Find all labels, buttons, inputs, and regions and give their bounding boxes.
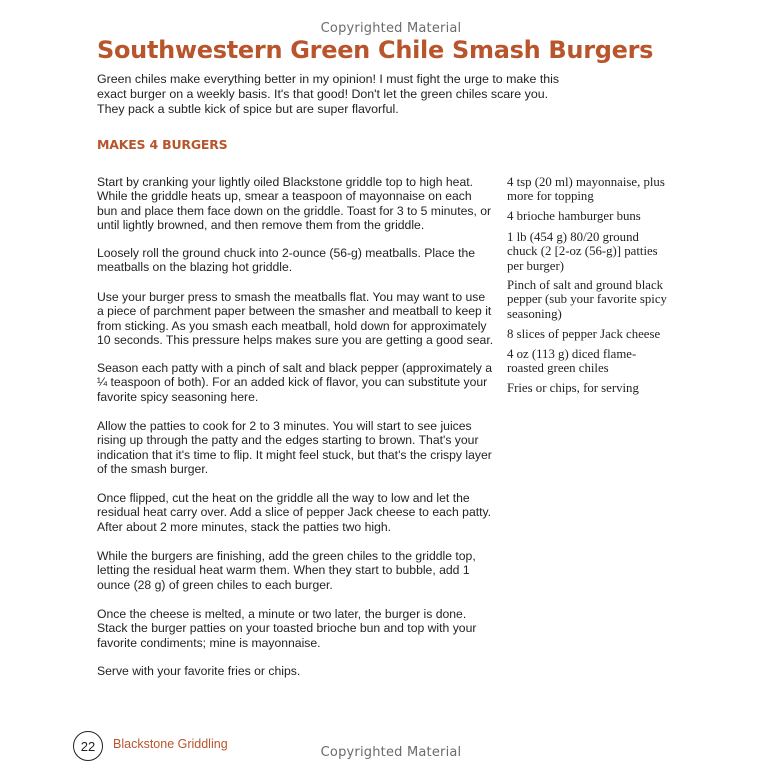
ingredient-item: 4 oz (113 g) diced flame-roasted green chiles <box>507 347 637 376</box>
instruction-step: Serve with your favorite fries or chips. <box>97 664 301 678</box>
instruction-step: Use your burger press to smash the meatballs flat. You may want to use a piece of parchment paper between the smasher and meatball to keep it from sticking. As you smash each meatball, hold down for approximately 10 seconds. This pressure helps makes sure you are getting a good sear. <box>97 290 494 348</box>
ingredient-item: Pinch of salt and ground black pepper (sub your favorite spicy seasoning) <box>507 278 667 321</box>
copyright-watermark-bottom: Copyrighted Material <box>320 745 462 760</box>
instruction-step: Season each patty with a pinch of salt and black pepper (approximately a ¼ teaspoon of both). For an added kick of flavor, you can substitute your favorite spicy seasoning here. <box>97 361 492 404</box>
instruction-step: Once the cheese is melted, a minute or two later, the burger is done. Stack the burger patties on your toasted brioche bun and top with your favorite condiments; mine is mayonnaise. <box>97 607 477 650</box>
ingredient-item: 8 slices of pepper Jack cheese <box>507 327 661 341</box>
instruction-step: While the burgers are finishing, add the green chiles to the griddle top, letting the residual heat warm them. When they start to bubble, add 1 ounce (28 g) of green chiles to each burger. <box>97 549 476 592</box>
ingredient-item: 4 tsp (20 ml) mayonnaise, plus more for topping <box>507 175 665 204</box>
ingredient-item: Fries or chips, for serving <box>507 381 639 395</box>
page-number: 22 <box>80 738 96 754</box>
recipe-yield: MAKES 4 BURGERS <box>97 137 228 152</box>
instruction-step: Allow the patties to cook for 2 to 3 minutes. You will start to see juices rising up through the patty and the edges starting to brown. That's your indication that it's time to flip. It might feel stuck, but that's the crispy layer of the smash burger. <box>97 419 492 477</box>
instruction-step: Loosely roll the ground chuck into 2-ounce (56-g) meatballs. Place the meatballs on the blazing hot griddle. <box>97 246 476 275</box>
ingredient-item: 1 lb (454 g) 80/20 ground chuck (2 [2-oz (56-g)] patties per burger) <box>507 230 658 273</box>
recipe-intro: Green chiles make everything better in my opinion! I must fight the urge to make this exact burger on a weekly basis. It's that good! Don't let the green chiles scare you. They pack a subtle kick of spice but are super flavorful. <box>97 72 560 116</box>
copyright-watermark-top: Copyrighted Material <box>320 21 462 36</box>
recipe-title: Southwestern Green Chile Smash Burgers <box>97 36 654 64</box>
instruction-step: Once flipped, cut the heat on the griddle all the way to low and let the residual heat carry over. Add a slice of pepper Jack cheese to each patty. After about 2 more minutes, stack the patties two high. <box>97 491 492 534</box>
instruction-step: Start by cranking your lightly oiled Blackstone griddle top to high heat. While the griddle heats up, smear a teaspoon of mayonnaise on each bun and place them face down on the griddle. Toast for 3 to 5 minutes, or until lightly browned, and then remove them from the griddle. <box>97 175 492 233</box>
running-footer-title: Blackstone Griddling <box>113 737 228 751</box>
ingredient-item: 4 brioche hamburger buns <box>507 209 641 223</box>
